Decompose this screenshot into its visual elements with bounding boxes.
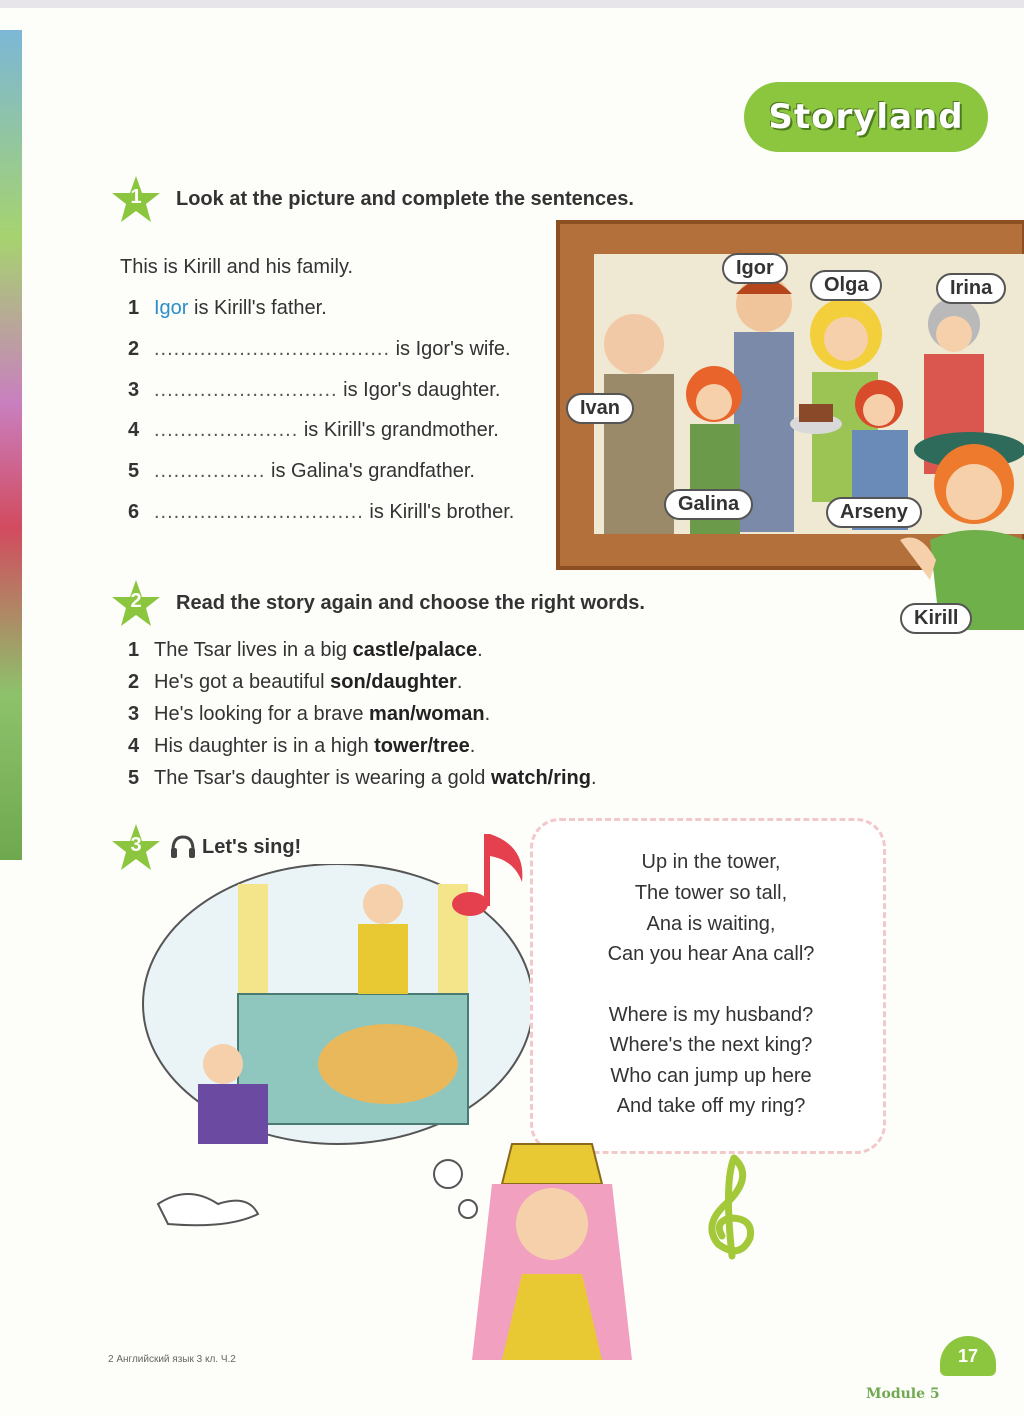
task2-title: Read the story again and choose the right words. (176, 592, 645, 614)
label-olga: Olga (810, 270, 882, 301)
blank-line: ...................... (154, 419, 299, 441)
task1-intro: This is Kirill and his family. (120, 256, 354, 278)
task1-item-2: 2 .................................... is Igor's wife. (128, 338, 511, 360)
task2-star-icon: 2 (110, 578, 162, 630)
task2-item-5: 5 The Tsar's daughter is wearing a gold watch/ring. (128, 767, 597, 789)
label-irina: Irina (936, 273, 1006, 304)
task3-star-icon: 3 (110, 822, 162, 874)
left-page-edge (0, 30, 22, 860)
lyric-line: Up in the tower, (641, 851, 781, 873)
lyric-line: Can you hear Ana call? (607, 943, 815, 965)
label-galina: Galina (664, 489, 753, 520)
label-arseny: Arseny (826, 497, 922, 528)
answer-text: Igor (154, 297, 189, 319)
task2-item-3: 3 He's looking for a brave man/woman. (128, 703, 491, 725)
blank-line: .................................... (154, 338, 391, 360)
task1-item-6: 6 ................................ is Kirill's brother. (128, 501, 515, 523)
task1-item-1: 1 Igor is Kirill's father. (128, 297, 327, 319)
lyric-line: Where's the next king? (609, 1034, 813, 1056)
task1-title: Look at the picture and complete the sentences. (176, 188, 634, 210)
lyric-line: Ana is waiting, (646, 913, 776, 935)
task1-star-icon: 1 (110, 174, 162, 226)
princess-illustration (462, 1124, 642, 1360)
music-note-icon (448, 826, 532, 922)
blank-line: ............................ (154, 379, 338, 401)
lyric-line: Where is my husband? (608, 1004, 814, 1026)
task1-item-5: 5 ................. is Galina's grandfather. (128, 460, 475, 482)
page-number: 17 (940, 1336, 996, 1376)
word-choice: watch/ring (490, 767, 591, 789)
word-choice: tower/tree (374, 735, 470, 757)
footer-note: 2 Английский язык 3 кл. Ч.2 (108, 1354, 236, 1365)
label-igor: Igor (722, 253, 788, 284)
lyric-line: And take off my ring? (616, 1095, 806, 1117)
word-choice: son/daughter (330, 671, 457, 693)
label-kirill: Kirill (900, 603, 972, 634)
lyric-line: The tower so tall, (634, 882, 788, 904)
task2-item-1: 1 The Tsar lives in a big castle/palace. (128, 639, 483, 661)
treble-clef-icon (688, 1152, 764, 1262)
task3-title: Let's sing! (202, 836, 302, 858)
task1-item-4: 4 ...................... is Kirill's grandmother. (128, 419, 499, 441)
task1-item-3: 3 ............................ is Igor's daughter. (128, 379, 501, 401)
kirill-figure (900, 420, 1024, 630)
task2-item-4: 4 His daughter is in a high tower/tree. (128, 735, 476, 757)
task2-item-2: 2 He's got a beautiful son/daughter. (128, 671, 463, 693)
lyric-line: Who can jump up here (610, 1065, 812, 1087)
module-label: Module 5 (866, 1386, 940, 1402)
song-lyrics-box (530, 818, 886, 1154)
word-choice: castle/palace (352, 639, 478, 661)
word-choice: man/woman (369, 703, 485, 725)
blank-line: ................................ (154, 501, 364, 523)
blank-line: ................. (154, 460, 266, 482)
headphones-icon (170, 834, 196, 860)
storyland-badge: Storyland (744, 82, 988, 152)
label-ivan: Ivan (566, 393, 634, 424)
top-edge (0, 0, 1024, 8)
